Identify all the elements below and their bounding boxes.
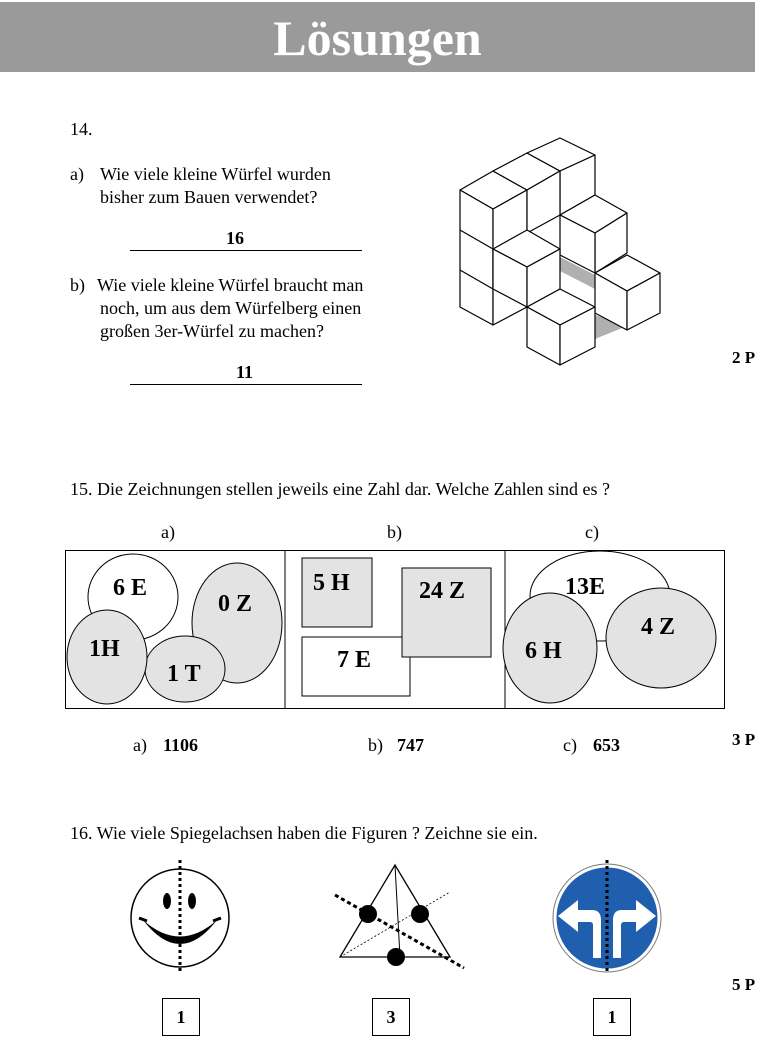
task14-b-line2: noch, um aus dem Würfelberg einen — [100, 298, 362, 318]
task15-diagram-panel — [65, 550, 725, 709]
panel-c-label-1: 13E — [565, 574, 606, 600]
panel-b-label-1: 5 H — [313, 570, 350, 596]
task15-points: 3 P — [732, 730, 756, 749]
smiley-figure — [125, 858, 235, 973]
task16-answer-2: 3 — [372, 998, 410, 1036]
task15-answer-c-label: c) — [563, 735, 577, 755]
task15-col-label-c: c) — [585, 522, 599, 542]
task14-a-line2: bisher zum Bauen verwendet? — [100, 187, 318, 207]
task15-question: 15. Die Zeichnungen stellen jeweils eine Zahl dar. Welche Zahlen sind es ? — [70, 479, 611, 499]
panel-a-label-3: 1H — [89, 636, 120, 662]
road-sign-figure — [550, 858, 665, 973]
panel-b-label-3: 7 E — [337, 647, 372, 673]
panel-c-label-2: 4 Z — [641, 614, 676, 640]
panel-b-label-2: 24 Z — [419, 578, 466, 604]
cube-mountain-diagram — [455, 135, 670, 370]
task15-col-label-a: a) — [161, 522, 175, 542]
task15-answer-b-value: 747 — [397, 735, 424, 755]
task16-question: 16. Wie viele Spiegelachsen haben die Figuren ? Zeichne sie ein. — [70, 823, 538, 843]
task14-a-answer: 16 — [226, 228, 244, 248]
task15-answer-a-value: 1106 — [163, 735, 199, 755]
task14-b-letter: b) — [70, 275, 85, 295]
panel-a-label-1: 6 E — [113, 575, 148, 601]
task15-answer-a-label: a) — [133, 735, 147, 755]
task16-points: 5 P — [732, 975, 756, 994]
task14-b-line1: Wie viele kleine Würfel braucht man — [97, 275, 364, 295]
task15-answer-c-value: 653 — [593, 735, 620, 755]
task14-a-answer-line — [130, 228, 362, 251]
task14-points: 2 P — [732, 348, 756, 367]
task14-number: 14. — [70, 119, 93, 139]
panel-a-label-2: 0 Z — [218, 591, 253, 617]
task14-a-letter: a) — [70, 164, 84, 184]
task15-col-label-b: b) — [387, 522, 402, 542]
task16-answer-3: 1 — [593, 998, 631, 1036]
task16-answer-1: 1 — [162, 998, 200, 1036]
panel-c-label-3: 6 H — [525, 638, 562, 664]
panel-a-label-4: 1 T — [167, 661, 201, 687]
task14-b-line3: großen 3er-Würfel zu machen? — [100, 321, 325, 341]
task15-answer-b-label: b) — [368, 735, 383, 755]
page-title: Lösungen — [273, 10, 482, 66]
task14-b-answer-line — [130, 362, 362, 385]
task14-b-answer: 11 — [236, 362, 254, 382]
task14-a-line1: Wie viele kleine Würfel wurden — [100, 164, 331, 184]
triangle-figure — [330, 860, 470, 972]
